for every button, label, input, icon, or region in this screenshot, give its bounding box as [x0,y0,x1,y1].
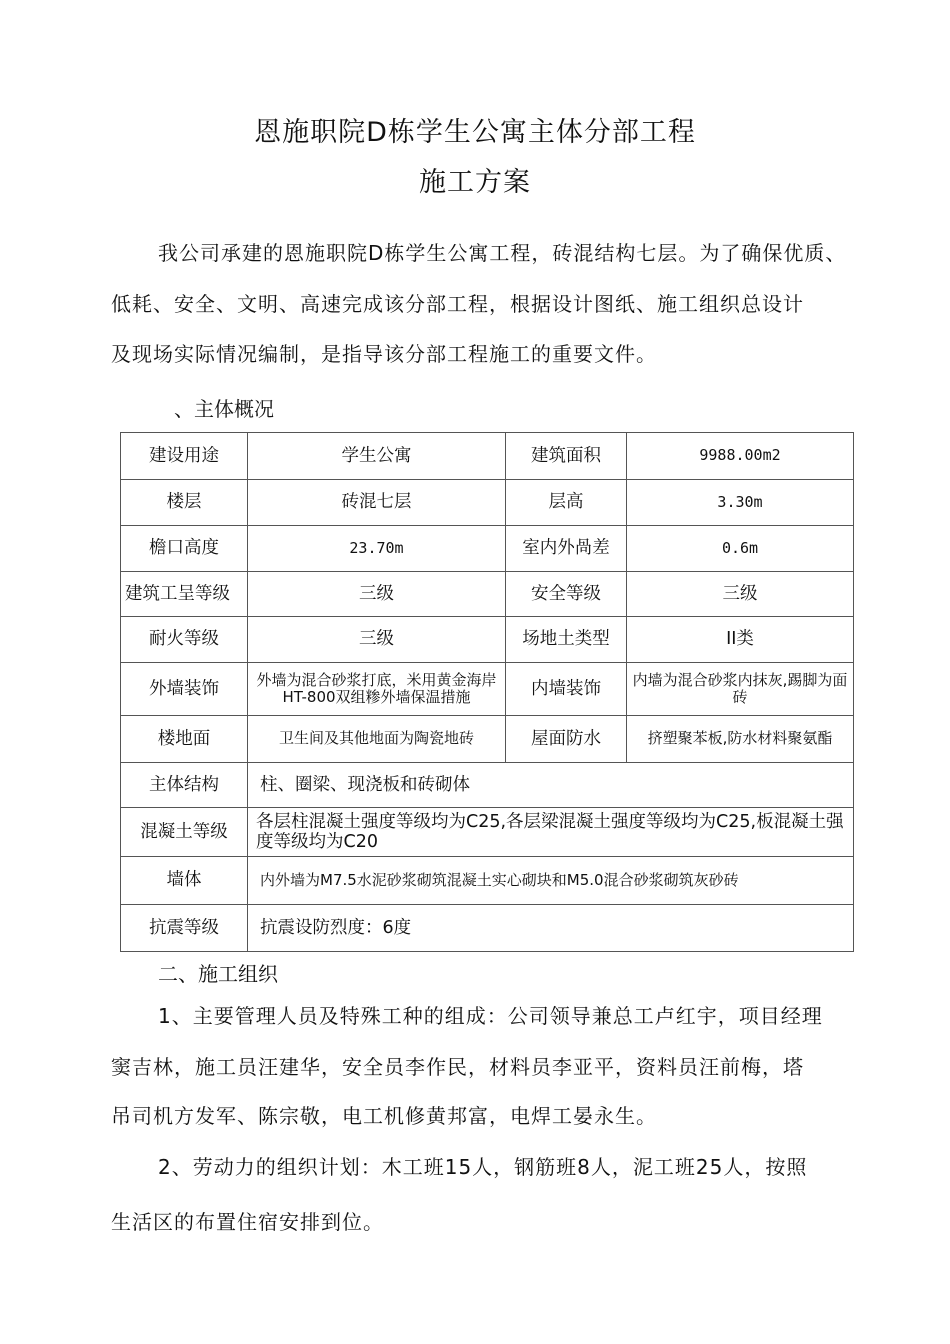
table-cell-value: 柱、圈梁、现浇板和砖砌体 [248,763,854,808]
table-cell-value: 9988.00m2 [627,433,854,480]
table-row [121,763,854,808]
para2-line-2: 生活区的布置住宿安排到位。 [111,1210,384,1234]
para1-line-1: 1、主要管理人员及特殊工种的组成：公司领导兼总工卢红宇，项目经理 [158,1004,823,1028]
intro-line-3: 及现场实际情况编制，是指导该分部工程施工的重要文件。 [111,342,657,366]
table-cell-label: 建设用途 [121,433,248,480]
table-cell-label: 建筑面积 [506,433,627,480]
table-row [121,905,854,952]
table-cell-label: 场地土类型 [506,617,627,663]
table-cell-value: 外墙为混合砂浆打底，米用黄金海岸HT-800双组糁外墙保温措施 [248,663,506,716]
table-row [121,572,854,617]
document-title-line2: 施工方案 [419,167,531,198]
table-row [121,857,854,905]
table-row [121,433,854,480]
table-cell-value: 内墙为混合砂浆内抹灰,踢脚为面砖 [627,663,854,716]
table-cell-value: 0.6m [627,526,854,572]
table-row [121,716,854,763]
table-row [121,663,854,716]
para2-line-1: 2、劳动力的组织计划：木工班15人，钢筋班8人，泥工班25人，按照 [158,1155,808,1179]
table-cell-label: 建筑工呈等级 [121,572,248,617]
table-cell-label: 屋面防水 [506,716,627,763]
table-cell-value: 各层柱混凝土强度等级均为C25,各层梁混凝土强度等级均为C25,板混凝土强度等级均为C20 [248,808,854,857]
table-row [121,480,854,526]
table-cell-label: 安全等级 [506,572,627,617]
table-cell-value: 三级 [248,617,506,663]
table-cell-label: 层高 [506,480,627,526]
table-cell-value: 3.30m [627,480,854,526]
table-cell-label: 主体结构 [121,763,248,808]
table-cell-label: 墙体 [121,857,248,905]
table-cell-label: 抗震等级 [121,905,248,952]
table-cell-label: 楼层 [121,480,248,526]
table-cell-label: 耐火等级 [121,617,248,663]
overview-table [120,432,854,952]
table-row [121,617,854,663]
table-cell-value: 三级 [248,572,506,617]
section-heading-overview: 、主体概况 [174,397,274,421]
table-cell-value: 23.70m [248,526,506,572]
table-row [121,526,854,572]
document-title-line1: 恩施职院D栋学生公寓主体分部工程 [254,117,696,148]
para1-line-3: 吊司机方发军、陈宗敬，电工机修黄邦富，电焊工晏永生。 [111,1104,657,1128]
table-cell-label: 檐口高度 [121,526,248,572]
table-cell-label: 外墙装饰 [121,663,248,716]
table-cell-value: 内外墙为M7.5水泥砂浆砌筑混凝土实心砌块和M5.0混合砂浆砌筑灰砂砖 [248,857,854,905]
intro-line-2: 低耗、安全、文明、高速完成该分部工程，根据设计图纸、施工组织总设计 [111,292,804,316]
table-cell-label: 混凝土等级 [121,808,248,857]
table-cell-label: 内墙装饰 [506,663,627,716]
para1-line-2: 窦吉林，施工员汪建华，安全员李作民，材料员李亚平，资料员汪前梅，塔 [111,1055,804,1079]
table-cell-value: 卫生间及其他地面为陶瓷地砖 [248,716,506,763]
table-cell-label: 楼地面 [121,716,248,763]
table-cell-value: 砖混七层 [248,480,506,526]
table-cell-value: 学生公寓 [248,433,506,480]
table-cell-value: 挤塑聚苯板,防水材料聚氨酯 [627,716,854,763]
table-cell-value: II类 [627,617,854,663]
table-cell-value: 三级 [627,572,854,617]
intro-line-1: 我公司承建的恩施职院D栋学生公寓工程，砖混结构七层。为了确保优质、 [158,241,847,265]
section-heading-organization: 二、施工组织 [158,962,278,986]
table-cell-label: 室内外咼差 [506,526,627,572]
table-row [121,808,854,857]
table-cell-value: 抗震设防烈度：6度 [248,905,854,952]
